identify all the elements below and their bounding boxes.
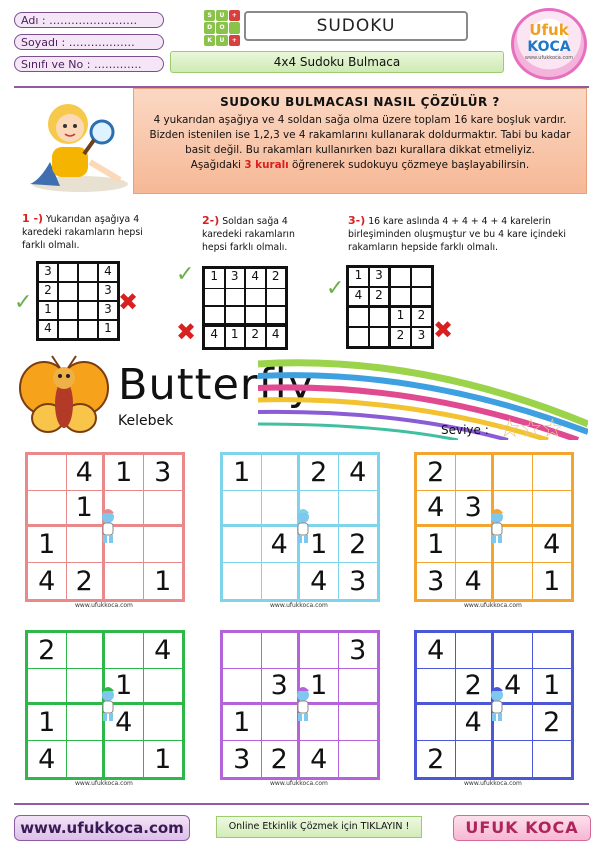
sudoku-puzzle: [414, 630, 574, 780]
brand-logo: [511, 8, 587, 80]
puzzle-cell[interactable]: 2: [262, 741, 301, 777]
puzzle-cell[interactable]: 1: [417, 527, 456, 563]
mascot-icon: [96, 507, 120, 547]
grid-cell: [58, 301, 78, 320]
grid-cell: 1: [98, 320, 118, 339]
puzzle-cell[interactable]: [67, 741, 106, 777]
puzzle-cell[interactable]: 2: [28, 633, 67, 669]
name-label: Adı :: [21, 14, 46, 27]
puzzle-cell[interactable]: 1: [543, 565, 561, 597]
puzzle-cell[interactable]: 1: [28, 527, 67, 563]
puzzle-cell[interactable]: 2: [417, 455, 456, 491]
butterfly-illustration: [18, 352, 110, 440]
grid-cell: [390, 267, 411, 287]
puzzle-cell[interactable]: 4: [339, 455, 378, 491]
rule-3-grid: [346, 265, 434, 349]
puzzle-cell[interactable]: [105, 741, 144, 777]
mascot-icon: [485, 507, 509, 547]
instructions-line-1: 4 yukarıdan aşağıya ve 4 soldan sağa olma üzere toplam 16 kare boşluk vardır.: [153, 114, 567, 126]
puzzle-cell[interactable]: [300, 633, 339, 669]
puzzle-cell[interactable]: 4: [28, 563, 67, 599]
puzzle-cell[interactable]: 4: [144, 633, 183, 669]
rule-2-bottom-row: [202, 324, 288, 350]
puzzle-cell[interactable]: [456, 741, 495, 777]
instructions-line-4: Aşağıdaki 3 kuralı öğrenerek sudokuyu çözmeye başlayabilirsin.: [190, 159, 530, 171]
puzzle-cell[interactable]: [144, 669, 183, 705]
puzzle-cell[interactable]: [105, 563, 144, 599]
puzzle-cell[interactable]: [223, 633, 262, 669]
puzzle-cell[interactable]: 1: [105, 455, 144, 491]
puzzle-cell[interactable]: 4: [533, 527, 572, 563]
grid-cell: [78, 320, 98, 339]
instructions-box: [133, 88, 587, 194]
grid-cell: [58, 263, 78, 282]
puzzle-cell[interactable]: 1: [223, 455, 262, 491]
grid-cell: 4: [204, 326, 225, 348]
sudoku-logo: S U + D O K U +: [204, 10, 240, 46]
grid-cell: 2: [369, 287, 390, 307]
mascot-icon: [485, 685, 509, 725]
puzzle-cell[interactable]: 3: [339, 633, 378, 669]
rule-2-middle-rows: [202, 288, 288, 324]
brand-logo-line1: Ufuk: [529, 21, 569, 39]
watermark-text: www.ufukkoca.com: [75, 602, 133, 609]
watermark-text: www.ufukkoca.com: [464, 602, 522, 609]
brand-logo-line2: KOCA: [527, 39, 571, 55]
puzzle-cell[interactable]: [223, 527, 262, 563]
puzzle-cell[interactable]: [494, 455, 533, 491]
puzzle-cell[interactable]: [417, 669, 456, 705]
grid-cell: [369, 327, 390, 347]
puzzle-cell[interactable]: 3: [456, 491, 495, 527]
puzzle-cell[interactable]: [223, 669, 262, 705]
grid-cell: 2: [266, 268, 287, 290]
surname-label: Soyadı :: [21, 36, 66, 49]
puzzle-cell[interactable]: 2: [417, 741, 456, 777]
puzzle-cell[interactable]: 4: [456, 563, 495, 599]
puzzle-cell[interactable]: 4: [262, 527, 301, 563]
grid-cell: [348, 327, 369, 347]
puzzle-cell[interactable]: 4: [300, 563, 339, 599]
puzzle-cell[interactable]: [67, 633, 106, 669]
level-label: Seviye :: [441, 423, 489, 437]
puzzle-cell[interactable]: 2: [339, 527, 378, 563]
puzzle-cell[interactable]: [28, 491, 67, 527]
puzzle-cell[interactable]: 2: [300, 455, 339, 491]
puzzle-cell[interactable]: 4: [67, 455, 106, 491]
grid-cell: 1: [225, 326, 246, 348]
grid-cell: 1: [38, 301, 58, 320]
puzzle-cell[interactable]: [262, 563, 301, 599]
grid-cell: [348, 307, 369, 327]
surname-dots: ………………: [68, 36, 135, 49]
puzzle-cell[interactable]: 1: [300, 527, 339, 563]
puzzle-cell[interactable]: 4: [494, 669, 533, 705]
watermark-text: www.ufukkoca.com: [270, 780, 328, 787]
grid-cell: 1: [204, 268, 225, 290]
puzzle-cell[interactable]: 2: [67, 563, 106, 599]
grid-cell: 4: [245, 268, 266, 290]
puzzle-cell[interactable]: [533, 491, 572, 527]
watermark-text: www.ufukkoca.com: [75, 780, 133, 787]
puzzle-cell[interactable]: 4: [300, 741, 339, 777]
class-label: Sınıfı ve No :: [21, 58, 91, 71]
theme-subtitle: Kelebek: [118, 413, 174, 429]
puzzle-cell[interactable]: 2: [456, 669, 495, 705]
grid-cell: 4: [266, 326, 287, 348]
puzzle-cell[interactable]: 1: [154, 565, 172, 597]
puzzle-cell[interactable]: 3: [349, 565, 367, 597]
puzzle-cell[interactable]: [144, 527, 183, 563]
watermark-text: www.ufukkoca.com: [270, 602, 328, 609]
grid-cell: 4: [348, 287, 369, 307]
puzzle-cell[interactable]: [533, 633, 572, 669]
theme-title: Butterfly: [118, 360, 315, 410]
page-title: SUDOKU: [244, 11, 468, 41]
grid-cell: [58, 320, 78, 339]
mascot-icon: [291, 507, 315, 547]
rule-2-text: 2-) Soldan sağa 4 karedeki rakamların hepsi farklı olmalı.: [202, 214, 295, 253]
sudoku-puzzle: [220, 630, 380, 780]
puzzle-cell[interactable]: [533, 741, 572, 777]
instructions-line-3: basit değil. Bu rakamları kullanırken bazı kurallara dikkat etmeliyiz.: [185, 144, 535, 156]
surname-field[interactable]: [14, 34, 164, 50]
grid-cell: 3: [369, 267, 390, 287]
page-subtitle: 4x4 Sudoku Bulmaca: [170, 51, 504, 73]
puzzle-cell[interactable]: 1: [533, 669, 572, 705]
grid-cell: 3: [98, 301, 118, 320]
sudoku-puzzle: [414, 452, 574, 602]
sudoku-puzzle: [25, 630, 185, 780]
name-dots: ……………………: [49, 14, 138, 27]
puzzle-cell[interactable]: [456, 455, 495, 491]
level-stars: ☆☆☆: [498, 414, 562, 444]
grid-cell: [390, 287, 411, 307]
grid-cell: [58, 282, 78, 301]
puzzle-cell[interactable]: [494, 741, 533, 777]
grid-cell: 3: [38, 263, 58, 282]
puzzle-cell[interactable]: [494, 563, 533, 599]
puzzle-cell[interactable]: [456, 633, 495, 669]
puzzle-cell[interactable]: 4: [456, 705, 495, 741]
puzzle-cell[interactable]: 1: [154, 743, 172, 775]
sudoku-puzzle: [25, 452, 185, 602]
grid-cell: 1: [390, 307, 411, 327]
name-field[interactable]: [14, 12, 164, 28]
website-link[interactable]: www.ufukkoca.com: [14, 815, 190, 841]
puzzle-cell[interactable]: [105, 633, 144, 669]
puzzle-cell[interactable]: 4: [417, 491, 456, 527]
puzzle-cell[interactable]: [339, 741, 378, 777]
grid-cell: [78, 301, 98, 320]
grid-cell: 3: [98, 282, 118, 301]
grid-cell: 2: [245, 326, 266, 348]
puzzle-cell[interactable]: [223, 491, 262, 527]
cross-icon: ✖: [433, 316, 454, 344]
grid-cell: 3: [225, 268, 246, 290]
grid-cell: [411, 287, 432, 307]
check-icon: ✓: [14, 290, 33, 315]
instructions-heading: SUDOKU BULMACASI NASIL ÇÖZÜLÜR ?: [220, 95, 500, 109]
grid-cell: [369, 307, 390, 327]
puzzle-cell[interactable]: [533, 455, 572, 491]
puzzle-cell[interactable]: 3: [262, 669, 301, 705]
puzzle-cell[interactable]: 2: [533, 705, 572, 741]
puzzle-cell[interactable]: 1: [105, 669, 144, 705]
girl-magnifier-illustration: [20, 92, 130, 194]
puzzle-cell[interactable]: 4: [105, 705, 144, 741]
mascot-icon: [291, 685, 315, 725]
check-icon: ✓: [176, 262, 195, 287]
online-activity-link[interactable]: Online Etkinlik Çözmek için TIKLAYIN !: [216, 816, 422, 838]
puzzle-cell[interactable]: [339, 491, 378, 527]
cross-icon: ✖: [176, 318, 197, 346]
puzzle-cell[interactable]: [144, 491, 183, 527]
instructions-line-2: Bizden istenilen ise 1,2,3 ve 4 rakamlarını kullanarak doldurmaktır. Tabi bu kadar: [149, 129, 571, 141]
puzzle-cell[interactable]: 1: [67, 491, 106, 527]
puzzle-cell[interactable]: [262, 633, 301, 669]
sudoku-puzzle: [220, 452, 380, 602]
grid-cell: 1: [348, 267, 369, 287]
grid-cell: [78, 282, 98, 301]
puzzle-cell[interactable]: [339, 669, 378, 705]
grid-cell: [78, 263, 98, 282]
puzzle-cell[interactable]: 3: [223, 741, 262, 777]
class-field[interactable]: [14, 56, 164, 72]
grid-cell: 4: [38, 320, 58, 339]
puzzle-cell[interactable]: [262, 455, 301, 491]
puzzle-cell[interactable]: 3: [144, 455, 183, 491]
puzzle-cell[interactable]: 4: [417, 633, 456, 669]
puzzle-cell[interactable]: 1: [28, 705, 67, 741]
puzzle-cell[interactable]: 3: [417, 563, 456, 599]
puzzle-cell[interactable]: [28, 455, 67, 491]
cross-icon: ✖: [118, 288, 139, 316]
grid-cell: [411, 267, 432, 287]
grid-cell: 3: [411, 327, 432, 347]
grid-cell: 2: [411, 307, 432, 327]
rule-1-text: 1 -) Yukarıdan aşağıya 4 karedeki rakamların hepsi farklı olmalı.: [22, 212, 143, 251]
mascot-icon: [96, 685, 120, 725]
puzzle-cell[interactable]: [494, 633, 533, 669]
puzzle-cell[interactable]: 1: [300, 669, 339, 705]
brand-button[interactable]: UFUK KOCA: [453, 815, 591, 841]
puzzle-cell[interactable]: [223, 563, 262, 599]
puzzle-cell[interactable]: 1: [223, 705, 262, 741]
grid-cell: 2: [38, 282, 58, 301]
rule-3-text: 3-) 16 kare aslında 4 + 4 + 4 + 4 karelerin birleşiminden oluşmuştur ve bu 4 kare içindeki rakamların hepside farklı olmalı.: [348, 214, 566, 253]
grid-cell: 2: [390, 327, 411, 347]
puzzle-cell[interactable]: [339, 705, 378, 741]
grid-cell: 4: [98, 263, 118, 282]
check-icon: ✓: [326, 276, 345, 301]
puzzle-cell[interactable]: 4: [28, 741, 67, 777]
puzzle-cell[interactable]: [144, 705, 183, 741]
puzzle-cell[interactable]: [28, 669, 67, 705]
footer-divider: [14, 803, 589, 805]
class-dots: ………….: [93, 58, 142, 71]
brand-logo-line3: www.ufukkoca.com: [524, 55, 574, 61]
watermark-text: www.ufukkoca.com: [464, 780, 522, 787]
rule-1-grid: [36, 261, 120, 341]
puzzle-cell[interactable]: [417, 705, 456, 741]
